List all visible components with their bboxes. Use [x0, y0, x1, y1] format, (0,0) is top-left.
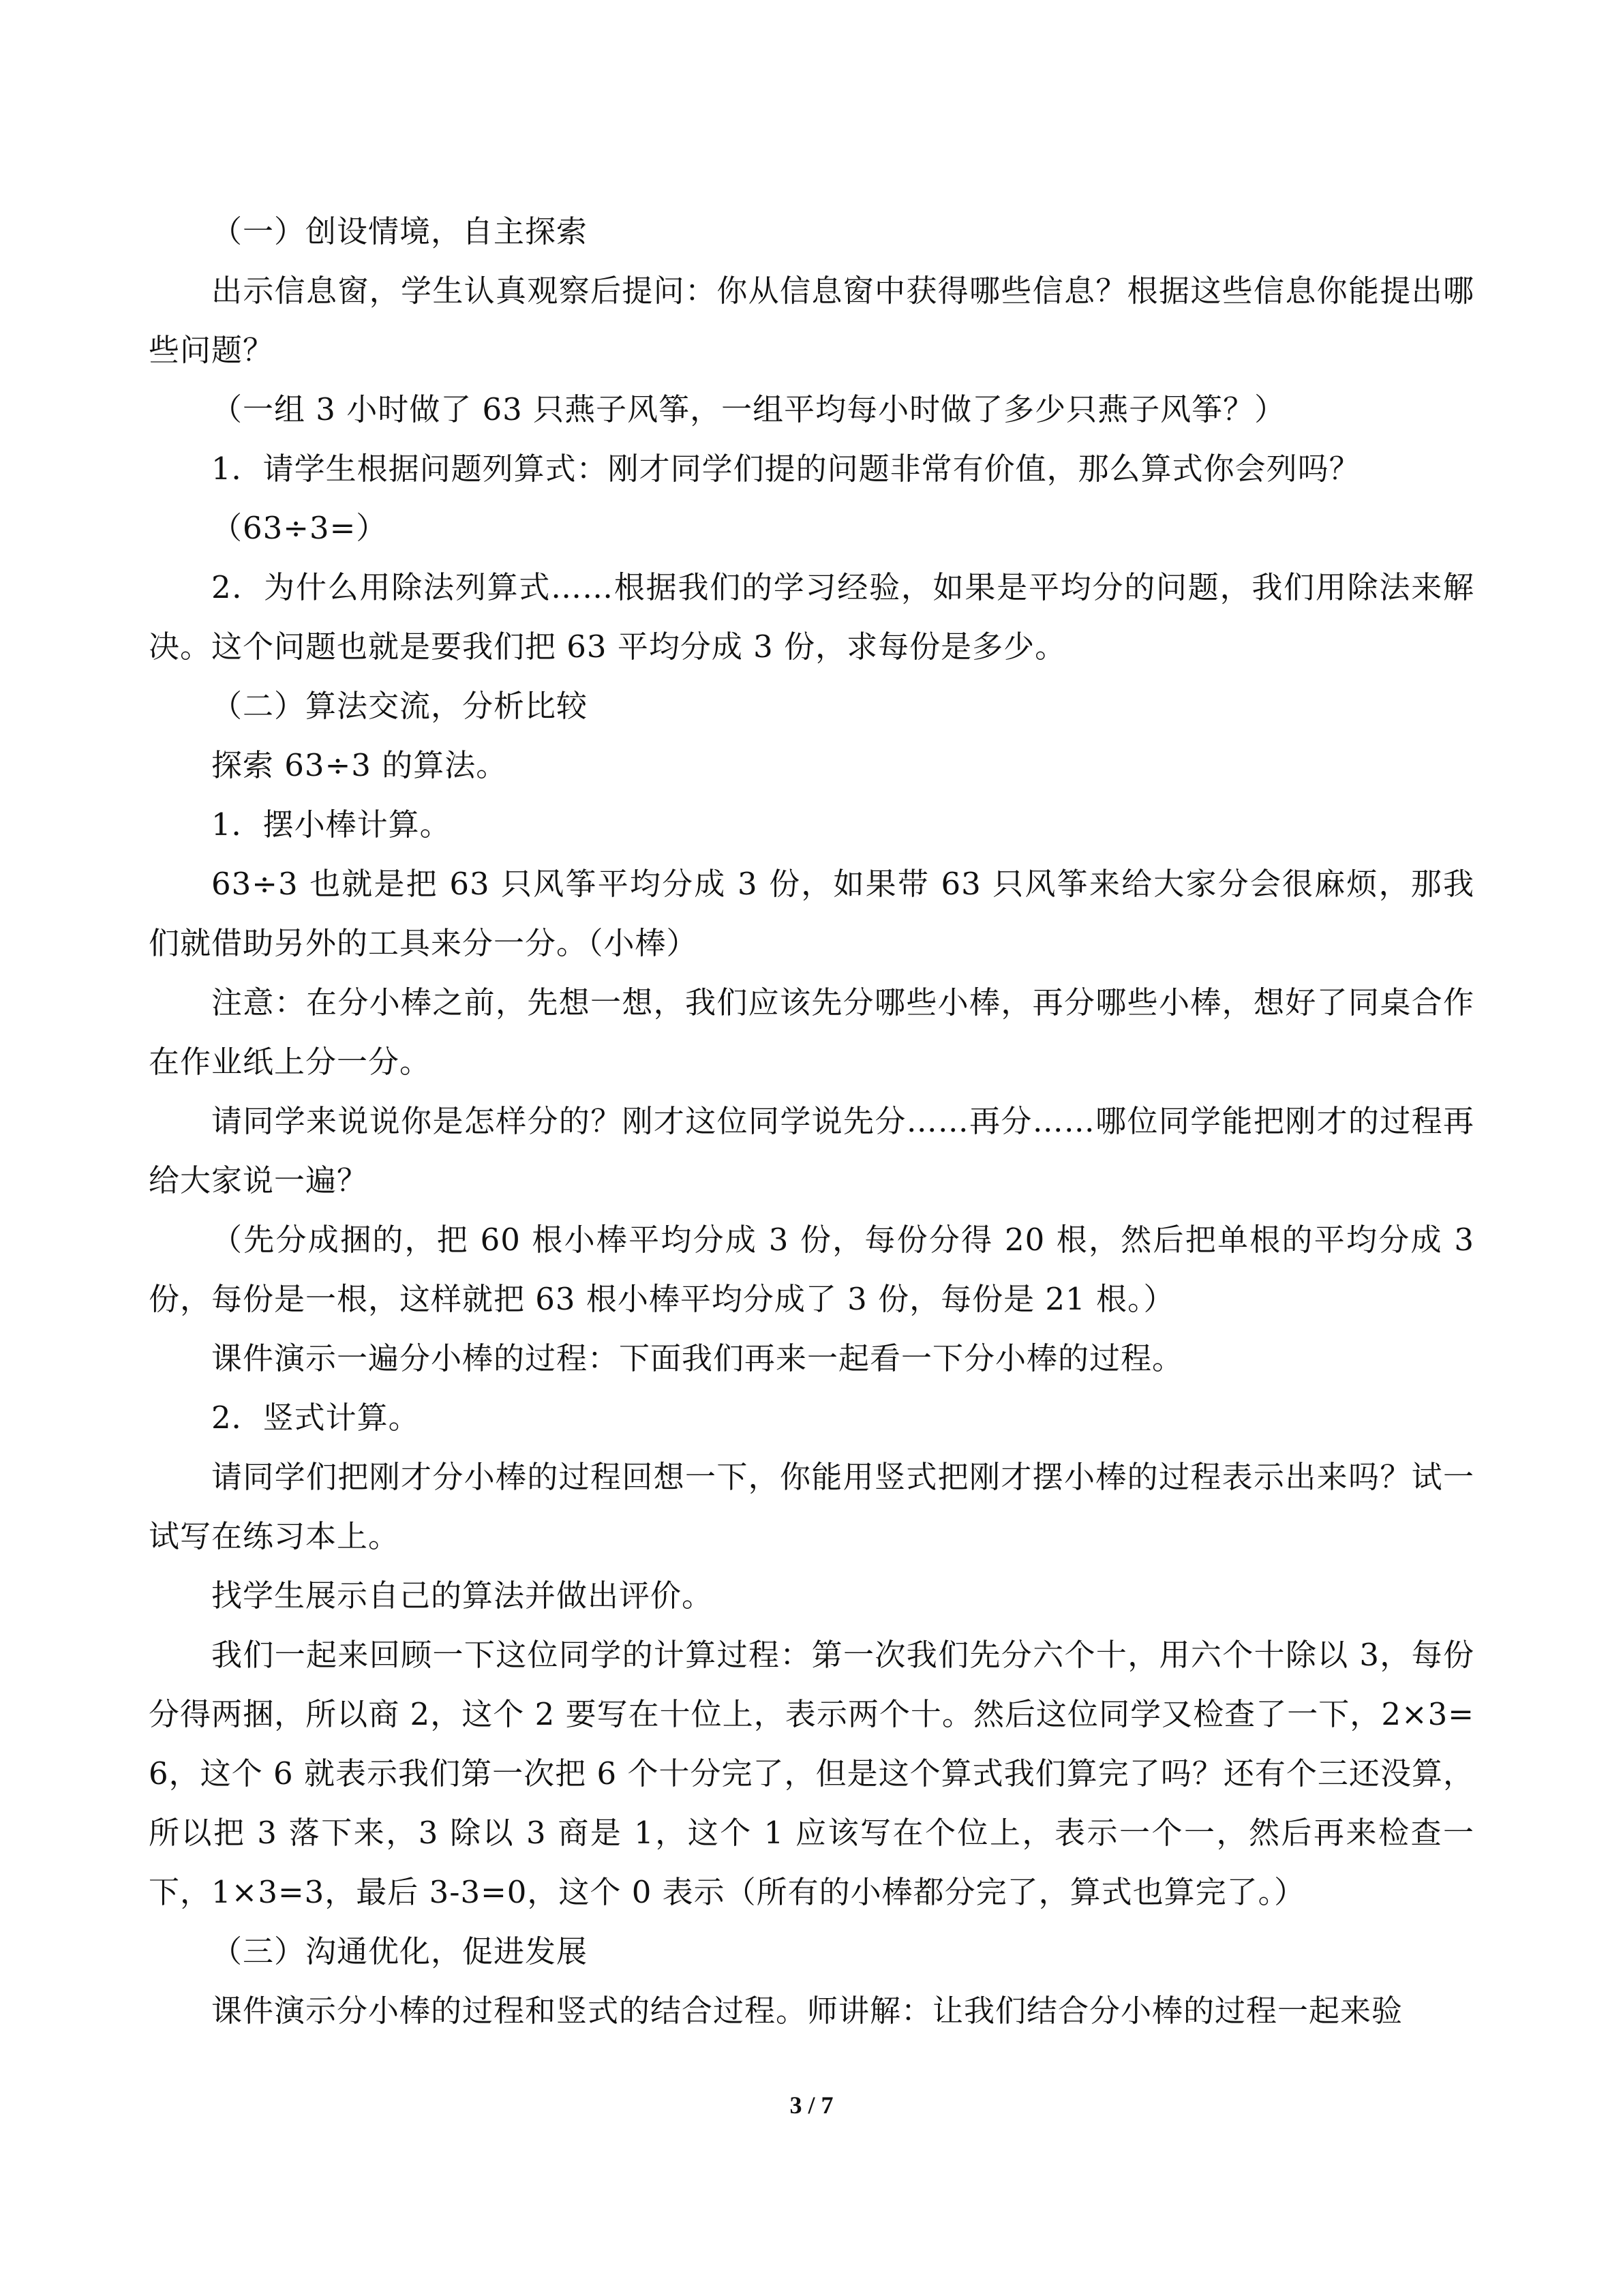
paragraph-showcase: 找学生展示自己的算法并做出评价。 [211, 1577, 714, 1614]
paragraph-info-window: 出示信息窗，学生认真观察后提问：你从信息窗中获得哪些信息？根据这些信息你能提出哪些问题？ [149, 273, 1474, 368]
paragraph-courseware: 课件演示分小棒的过程和竖式的结合过程。师讲解：让我们结合分小棒的过程一起来验 [211, 1993, 1404, 2029]
paragraph-sticks-answer: （先分成捆的，把 60 根小棒平均分成 3 份，每份分得 20 根，然后把单根的平均分成 3 份，每份是一根，这样就把 63 根小棒平均分成了 3 份，每份是 21 根。） [149, 1222, 1474, 1317]
section-heading-1: （一）创设情境，自主探索 [211, 213, 588, 250]
paragraph-step-2: 2．为什么用除法列算式……根据我们的学习经验，如果是平均分的问题，我们用除法来解决。这个问题也就是要我们把 63 平均分成 3 份，求每份是多少。 [149, 569, 1474, 665]
paragraph-share: 请同学来说说你是怎样分的？刚才这位同学说先分……再分……哪位同学能把刚才的过程再给大家说一遍？ [149, 1103, 1474, 1198]
paragraph-note: 注意：在分小棒之前，先想一想，我们应该先分哪些小棒，再分哪些小棒，想好了同桌合作在作业纸上分一分。 [149, 984, 1474, 1080]
section-heading-3: （三）沟通优化，促进发展 [211, 1933, 588, 1969]
section-heading-2: （二）算法交流，分析比较 [211, 688, 588, 724]
paragraph-equation: （63÷3=） [211, 510, 388, 546]
document-body [149, 202, 1474, 2040]
paragraph-question: （一组 3 小时做了 63 只燕子风筝，一组平均每小时做了多少只燕子风筝？） [211, 391, 1286, 427]
paragraph-explore: 探索 63÷3 的算法。 [211, 747, 508, 783]
paragraph-demo: 课件演示一遍分小棒的过程：下面我们再来一起看一下分小棒的过程。 [211, 1340, 1184, 1376]
paragraph-review: 我们一起来回顾一下这位同学的计算过程：第一次我们先分六个十，用六个十除以 3，每份分得两捆，所以商 2，这个 2 要写在十位上，表示两个十。然后这位同学又检查了一下，2×3=6，这个 6 就表示我们第一次把 6 个十分完了，但是这个算式我们算完了吗？还有个三还没算，所以把 3 落下来，3 除以 3 商是 1，这个 1 应该写在个位上，表示一个一，然后再来检查一下，1×3=3，最后 3-3=0，这个 0 表示（所有的小棒都分完了，算式也算完了。） [149, 1637, 1474, 1910]
paragraph-vertical-title: 2．竖式计算。 [211, 1400, 420, 1436]
paragraph-sticks-title: 1．摆小棒计算。 [211, 806, 451, 843]
paragraph-sticks-intro: 63÷3 也就是把 63 只风筝平均分成 3 份，如果带 63 只风筝来给大家分会很麻烦，那我们就借助另外的工具来分一分。（小棒） [149, 866, 1474, 961]
paragraph-step-1: 1．请学生根据问题列算式：刚才同学们提的问题非常有价值，那么算式你会列吗？ [211, 451, 1361, 487]
page-number: 3 / 7 [789, 2091, 834, 2119]
paragraph-vertical-intro: 请同学们把刚才分小棒的过程回想一下，你能用竖式把刚才摆小棒的过程表示出来吗？试一试写在练习本上。 [149, 1459, 1474, 1554]
